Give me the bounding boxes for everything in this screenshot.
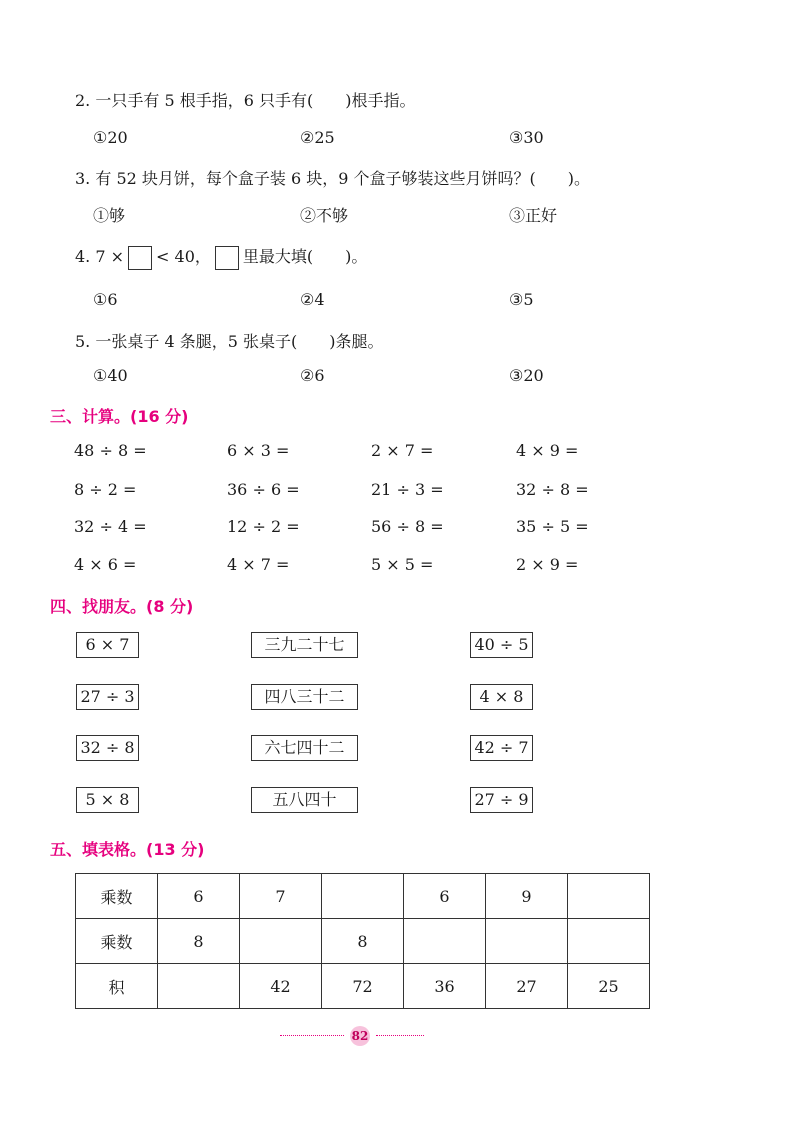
table-cell[interactable]: 42 (240, 964, 322, 1009)
calc-item: 21 ÷ 3 = (371, 480, 444, 499)
match-right-box[interactable]: 42 ÷ 7 (470, 735, 533, 761)
page-number: 82 (350, 1026, 370, 1046)
table-cell[interactable] (404, 919, 486, 964)
table-cell[interactable] (568, 919, 650, 964)
q4-blank-box-2[interactable] (215, 246, 239, 270)
table-row (76, 874, 650, 919)
q2-option-2[interactable]: ②25 (300, 128, 335, 147)
table-cell[interactable] (240, 919, 322, 964)
table-cell: 乘数 (76, 919, 158, 964)
calc-item: 4 × 6 = (74, 555, 137, 574)
calc-item: 2 × 7 = (371, 441, 434, 460)
table-cell[interactable]: 8 (322, 919, 404, 964)
calc-item: 4 × 9 = (516, 441, 579, 460)
calc-item: 2 × 9 = (516, 555, 579, 574)
calc-item: 12 ÷ 2 = (227, 517, 300, 536)
question-4 (75, 245, 367, 270)
calc-item: 32 ÷ 8 = (516, 480, 589, 499)
match-middle-box[interactable]: 四八三十二 (251, 684, 358, 710)
match-middle-box[interactable]: 三九二十七 (251, 632, 358, 658)
question-5: 5. 一张桌子 4 条腿，5 张桌子( )条腿。 (75, 332, 384, 351)
q5-option-1[interactable]: ①40 (93, 366, 128, 385)
table-cell[interactable] (486, 919, 568, 964)
q2-option-3[interactable]: ③30 (509, 128, 544, 147)
q4-stem-end: 里最大填( )。 (242, 247, 368, 266)
calc-item: 8 ÷ 2 = (74, 480, 137, 499)
q3-option-2[interactable]: ②不够 (300, 206, 349, 225)
match-middle-box[interactable]: 五八四十 (251, 787, 358, 813)
table-cell[interactable]: 6 (404, 874, 486, 919)
match-middle-box[interactable]: 六七四十二 (251, 735, 358, 761)
table-cell[interactable]: 6 (158, 874, 240, 919)
section-5-title: 五、填表格。(13 分) (50, 840, 205, 859)
q5-option-3[interactable]: ③20 (509, 366, 544, 385)
calc-item: 4 × 7 = (227, 555, 290, 574)
match-left-box[interactable]: 27 ÷ 3 (76, 684, 139, 710)
table-cell[interactable]: 36 (404, 964, 486, 1009)
multiplication-table (75, 873, 650, 1009)
match-right-box[interactable]: 4 × 8 (470, 684, 533, 710)
table-row (76, 919, 650, 964)
table-row (76, 964, 650, 1009)
calc-item: 56 ÷ 8 = (371, 517, 444, 536)
table-cell: 乘数 (76, 874, 158, 919)
page-divider-left (280, 1035, 344, 1036)
table-cell[interactable]: 72 (322, 964, 404, 1009)
q4-option-3[interactable]: ③5 (509, 290, 534, 309)
q4-option-1[interactable]: ①6 (93, 290, 118, 309)
table-cell[interactable] (322, 874, 404, 919)
table-cell[interactable]: 25 (568, 964, 650, 1009)
match-left-box[interactable]: 6 × 7 (76, 632, 139, 658)
calc-item: 6 × 3 = (227, 441, 290, 460)
q3-option-1[interactable]: ①够 (93, 206, 126, 225)
table-cell[interactable]: 7 (240, 874, 322, 919)
q2-option-1[interactable]: ①20 (93, 128, 128, 147)
question-3: 3. 有 52 块月饼，每个盒子装 6 块，9 个盒子够装这些月饼吗？( )。 (75, 169, 590, 188)
table-cell[interactable]: 8 (158, 919, 240, 964)
page-divider-right (376, 1035, 424, 1036)
q4-stem-middle: < 40， (156, 247, 211, 266)
q4-stem-start: 4. 7 × (75, 247, 125, 266)
calc-item: 48 ÷ 8 = (74, 441, 147, 460)
q3-option-3[interactable]: ③正好 (509, 206, 558, 225)
calc-item: 32 ÷ 4 = (74, 517, 147, 536)
table-cell[interactable]: 27 (486, 964, 568, 1009)
table-cell[interactable] (568, 874, 650, 919)
match-right-box[interactable]: 40 ÷ 5 (470, 632, 533, 658)
section-3-title: 三、计算。(16 分) (50, 407, 189, 426)
table-cell[interactable]: 9 (486, 874, 568, 919)
q4-blank-box[interactable] (128, 246, 152, 270)
table-cell[interactable] (158, 964, 240, 1009)
match-left-box[interactable]: 32 ÷ 8 (76, 735, 139, 761)
calc-item: 35 ÷ 5 = (516, 517, 589, 536)
table-cell: 积 (76, 964, 158, 1009)
calc-item: 36 ÷ 6 = (227, 480, 300, 499)
section-4-title: 四、找朋友。(8 分) (50, 597, 194, 616)
q4-option-2[interactable]: ②4 (300, 290, 325, 309)
q5-option-2[interactable]: ②6 (300, 366, 325, 385)
calc-item: 5 × 5 = (371, 555, 434, 574)
question-2: 2. 一只手有 5 根手指，6 只手有( )根手指。 (75, 91, 416, 110)
match-right-box[interactable]: 27 ÷ 9 (470, 787, 533, 813)
match-left-box[interactable]: 5 × 8 (76, 787, 139, 813)
